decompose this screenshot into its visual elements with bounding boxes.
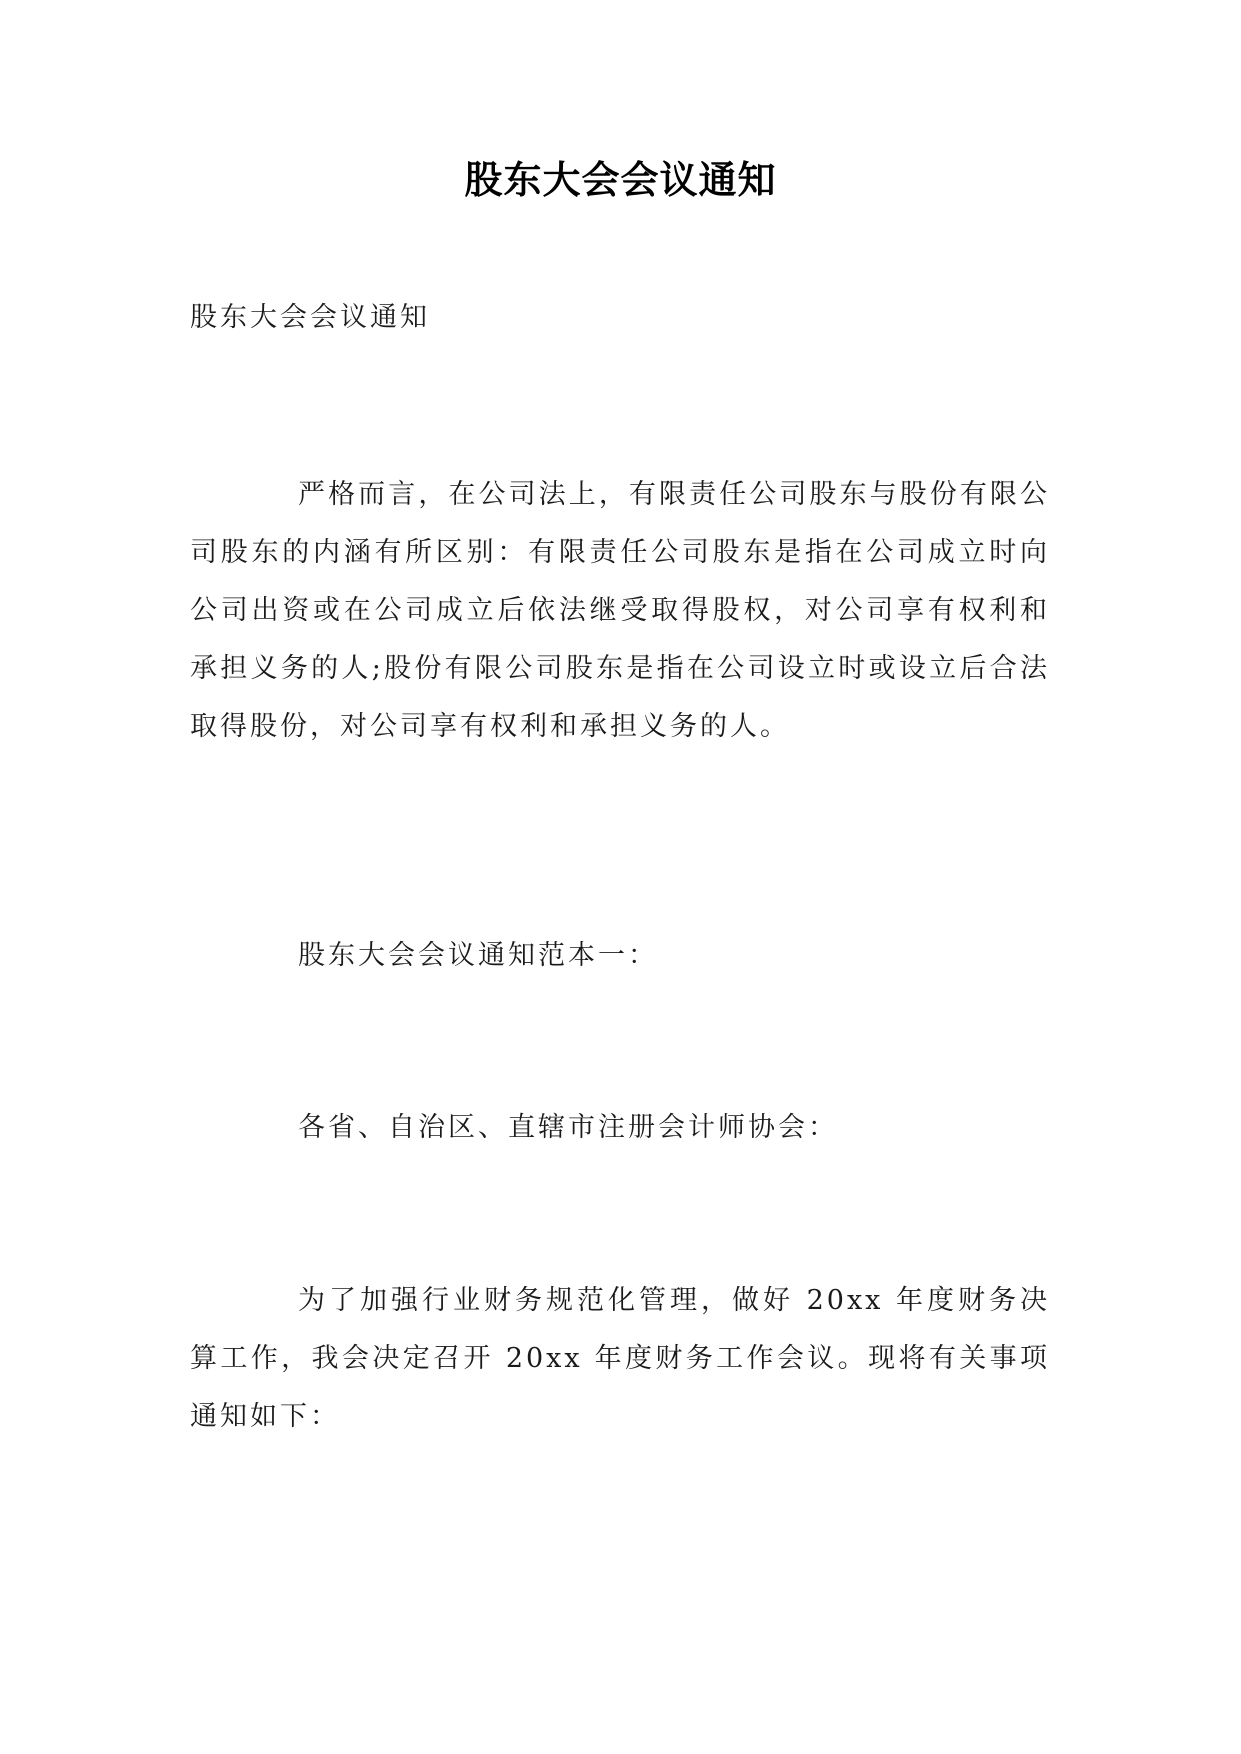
greeting-line: 各省、自治区、直辖市注册会计师协会： [298, 1112, 838, 1143]
sample-heading: 股东大会会议通知范本一： [298, 940, 658, 971]
body-paragraph-definition: 严格而言，在公司法上，有限责任公司股东与股份有限公司股东的内涵有所区别：有限责任公司股东是指在公司成立时向公司出资或在公司成立后依法继受取得股权，对公司享有权利和承担义务的人;股份有限公司股东是指在公司设立时或设立后合法取得股份，对公司享有权利和承担义务的人。 [190, 479, 1050, 742]
document-subtitle: 股东大会会议通知 [190, 302, 430, 333]
body-paragraph-notice: 为了加强行业财务规范化管理，做好 20xx 年度财务决算工作，我会决定召开 20xx 年度财务工作会议。现将有关事项通知如下： [190, 1285, 1050, 1432]
document-title: 股东大会会议通知 [464, 157, 777, 202]
